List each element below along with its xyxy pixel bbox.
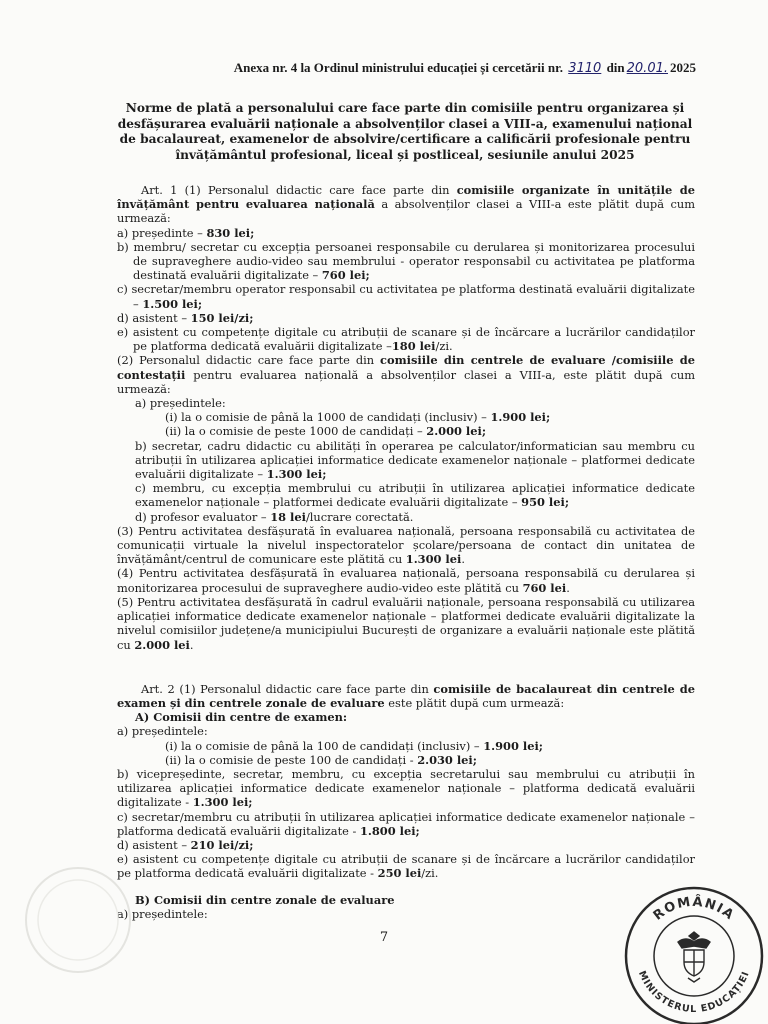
art2-section-b-item-a: a) președintele: — [117, 906, 208, 921]
item-text: a) președinte – — [117, 225, 207, 240]
section-gap — [117, 881, 695, 893]
item-text: (ii) la o comisie de peste 1000 de candidați – — [165, 424, 427, 439]
item-text: e) asistent cu competențe digitale cu atribuții de scanare și de încărcare a lucrărilor candidaților pe platforma dedicată evaluării digitalizate - — [117, 852, 695, 881]
art2-item-c — [117, 810, 695, 838]
period: . — [566, 580, 570, 595]
item-amount: 150 lei/zi; — [190, 310, 254, 325]
paragraph-amount: 760 lei — [522, 580, 567, 595]
item-text: b) secretar, cadru didactic cu abilități în operarea pe calculator/informatician sau membru cu atribuții în utilizarea aplicației informatice dedicate examenelor naționale – platformei dedicate evaluării digitalizate – — [135, 438, 695, 482]
p2-intro-tail: pentru evaluarea națională a absolvenților clasei a VIII-a, este plătit după cum urmează: — [117, 367, 695, 396]
item-amount: 2.030 lei; — [417, 752, 477, 767]
item-amount: 1.300 lei; — [192, 795, 253, 810]
document-body — [117, 183, 695, 921]
p2-item-a-i — [117, 410, 695, 424]
art2-intro: Art. 2 (1) Personalul didactic care face parte din — [141, 681, 434, 696]
art2-item-a-ii — [117, 753, 695, 767]
p2-item-c — [117, 481, 695, 509]
paragraph-amount: 2.000 lei — [134, 637, 190, 652]
art2-section-a-title — [117, 710, 695, 724]
paragraph-text: (3) Pentru activitatea desfășurată în evaluarea națională, persoana responsabilă cu activitatea de comunicații virtuale la nivelul inspectoratelor școlare/persoana de contact din unitatea de învățământ/centrul de comunicare este plătită cu — [117, 523, 695, 567]
paragraph-amount: 1.300 lei — [405, 552, 462, 567]
item-amount: 250 lei — [377, 866, 422, 881]
item-amount: 830 lei; — [206, 225, 255, 240]
art2-intro-bold: comisiile de bacalaureat din centrele de examen și din centrele zonale de evaluare — [117, 681, 695, 710]
art2-item-b — [117, 767, 695, 810]
paragraph-text: (5) Pentru activitatea desfășurată în cadrul evaluării naționale, persoana responsabilă cu utilizarea aplicației informatice dedicate examenelor naționale – platformei dedicate evaluării digitalizate la nivelul comisiilor județene/a municipiului București de organizare a evaluării naționale este plătită cu — [117, 594, 695, 652]
item-amount: 760 lei; — [321, 268, 370, 283]
annex-date-handwritten: 20.01. — [626, 61, 668, 76]
art1-intro-tail: a absolvenților clasei a VIII-a este plătit după cum urmează: — [117, 197, 696, 226]
item-tail: /zi. — [435, 339, 453, 354]
item-amount: 1.900 lei; — [483, 738, 543, 753]
document-title: Norme de plată a personalului care face parte din comisiile pentru organizarea și desfășurarea evaluării naționale a absolvenților clasei a VIII-a, examenului național de bacalaureat, examenelor de absolvire/certificare a calificării profesionale pentru învățământul profesional, liceal și postliceal, sesiunile anului 2025 — [117, 101, 693, 162]
art1-intro-bold: comisiile organizate în unitățile de învățământ pentru evaluarea națională — [117, 183, 695, 212]
art1-item-d — [117, 311, 695, 325]
item-amount: 1.800 lei; — [359, 823, 420, 838]
coat-of-arms-icon — [678, 932, 710, 982]
annex-date-label: din — [606, 60, 625, 75]
item-text: (i) la o comisie de până la 100 de candidați (inclusiv) – — [165, 738, 484, 753]
paragraph-text: (4) Pentru activitatea desfășurată în evaluarea națională, persoana responsabilă cu derularea și monitorizarea procesului de supraveghere audio-video este plătită cu — [117, 566, 695, 595]
item-amount: 950 lei; — [521, 495, 570, 510]
art1-intro: Art. 1 (1) Personalul didactic care face parte din — [141, 183, 457, 197]
annex-prefix: Anexa nr. 4 la Ordinul ministrului educației și cercetării nr. — [233, 60, 563, 75]
item-text: (i) la o comisie de până la 1000 de candidați (inclusiv) – — [165, 410, 491, 425]
p2-intro-bold: comisiile din centrele de evaluare /comisiile de contestații — [117, 353, 695, 382]
ministry-stamp — [618, 880, 766, 1024]
item-text: d) asistent – — [117, 837, 191, 852]
section-title: A) Comisii din centre de examen: — [135, 710, 348, 725]
art1-paragraph-2 — [117, 353, 695, 396]
item-amount: 1.900 lei; — [490, 410, 551, 425]
art1-item-a — [117, 226, 695, 240]
stamp-bottom-text: MINISTERUL EDUCAȚIEI — [636, 969, 752, 1016]
art1-paragraph-1 — [117, 183, 695, 226]
item-amount: 18 lei — [270, 509, 306, 524]
item-amount: 2.000 lei; — [426, 424, 487, 439]
item-amount: 1.500 lei; — [142, 296, 203, 311]
art1-paragraph-4 — [117, 566, 695, 594]
annex-header — [234, 60, 696, 76]
page-number: 7 — [379, 930, 389, 945]
item-text: c) membru, cu excepția membrului cu atribuții în utilizarea aplicației informatice dedicate examenelor naționale – platformei dedicate evaluării digitalizate – — [135, 481, 695, 510]
item-amount: 180 lei — [391, 339, 436, 354]
item-amount: 210 lei/zi; — [190, 837, 254, 852]
art1-item-e — [117, 325, 695, 353]
item-text: c) secretar/membru operator responsabil cu activitatea pe platforma destinată evaluării digitalizate – — [117, 282, 695, 311]
art2-item-e — [117, 852, 695, 880]
item-text: d) asistent – — [117, 310, 191, 325]
art1-item-c — [117, 282, 695, 310]
item-text: (ii) la o comisie de peste 100 de candidați - — [165, 752, 418, 767]
art2-item-a: a) președintele: — [117, 724, 208, 739]
art2-item-d — [117, 838, 695, 852]
item-amount: 1.300 lei; — [266, 467, 327, 482]
item-tail: /zi. — [421, 866, 439, 881]
art2-item-a-i — [117, 739, 695, 753]
p2-item-b — [117, 439, 695, 482]
annex-year: 2025 — [670, 60, 696, 75]
item-text: e) asistent cu competențe digitale cu atribuții de scanare și de încărcare a lucrărilor candidaților pe platforma dedicată evaluării digitalizate – — [117, 325, 695, 354]
art1-paragraph-3 — [117, 524, 695, 567]
section-title: B) Comisii din centre zonale de evaluare — [135, 892, 395, 907]
item-text: b) membru/ secretar cu excepția persoanei responsabile cu derularea și monitorizarea procesului de supraveghere audio-video sau membrului - operator responsabil cu activitatea pe platforma destinată evaluării digitalizate – — [117, 239, 695, 283]
art1-item-b — [117, 240, 695, 283]
p2-intro: (2) Personalul didactic care face parte din — [117, 353, 381, 368]
p2-item-a: a) președintele: — [135, 396, 226, 411]
order-number: 3110 — [568, 61, 602, 76]
art1-paragraph-5 — [117, 595, 695, 652]
art2-paragraph-1 — [117, 682, 695, 710]
period: . — [189, 637, 194, 652]
item-tail: /lucrare corectată. — [305, 509, 414, 524]
item-text: d) profesor evaluator – — [135, 509, 271, 524]
item-text: c) secretar/membru cu atribuții în utilizarea aplicației informatice dedicate examenelor naționale – platforma dedicată evaluării digitalizate - — [117, 809, 695, 838]
art2-section-b-title — [117, 893, 695, 907]
item-text: b) vicepreședinte, secretar, membru, cu excepția secretarului sau membrului cu atribuții în utilizarea aplicației informatice dedicate examenelor naționale – platforma dedicată evaluării digitalizate - — [117, 766, 695, 810]
stamp-top-text: ROMÂNIA — [650, 894, 738, 924]
p2-item-a-ii — [117, 424, 695, 438]
art2-intro-tail: este plătit după cum urmează: — [384, 695, 565, 710]
faint-seal-emboss — [18, 860, 138, 980]
period: . — [461, 552, 465, 567]
p2-item-d — [117, 510, 695, 524]
section-gap — [117, 652, 695, 682]
